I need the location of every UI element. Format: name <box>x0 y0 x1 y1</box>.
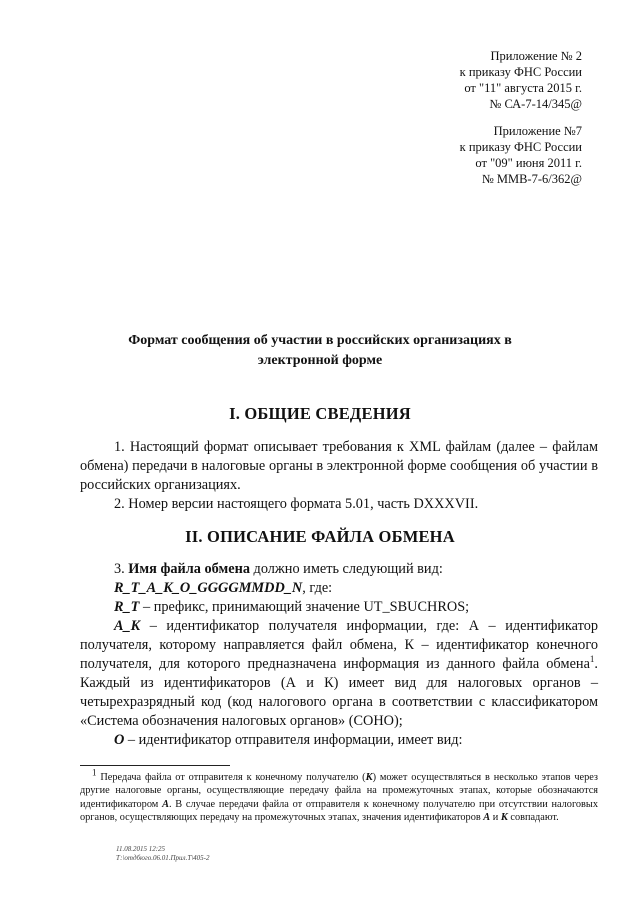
recipient-definition <box>80 617 598 731</box>
prefix-term: R_T <box>114 599 140 615</box>
footnote-a-1: А <box>162 798 169 810</box>
paragraph-3-lead: 3. <box>114 561 129 577</box>
section-2-body <box>80 560 598 750</box>
footnote-part-1: Передача файла от отправителя к конечному получателю ( <box>96 772 366 783</box>
appendix-1-line4: № СА-7-14/345@ <box>489 97 582 111</box>
sender-definition <box>80 731 598 750</box>
footnote-part-4: и <box>490 812 501 824</box>
footnote-part-5: совпадают. <box>507 812 559 824</box>
file-name-template: R_T_A_K_O_GGGGMMDD_N <box>114 580 303 596</box>
section-1-heading: I. ОБЩИЕ СВЕДЕНИЯ <box>229 404 411 423</box>
footnote-text <box>80 767 598 825</box>
footnote-k-2: К <box>500 812 508 824</box>
footnote-part-2: ) может осуществляться в несколько этапов через другие налоговые органы, осуществляющие передачу файла на промежуточных этапах, которые обозначаются идентификатором <box>80 772 598 810</box>
file-stamp <box>116 845 210 863</box>
footnote-part-3: . В случае передачи файла от отправителя к конечному получателю при отсутствии налоговых органов, осуществляющих передачу на промежуточных этапах, значения идентификаторов <box>80 798 598 824</box>
file-name-pattern-rest: , где: <box>302 580 333 596</box>
file-name-pattern <box>80 579 598 598</box>
appendix-1-line2: к приказу ФНС России <box>459 65 582 79</box>
recipient-definition-text: – идентификатор получателя информации, где: А – идентификатор получателя, которому направляется файл обмена, К – идентификатор конечного получателя, для которого предназначена информация из данного файла обмена <box>80 618 598 672</box>
footnote <box>80 767 598 825</box>
document-title-line1: Формат сообщения об участии в российских организациях в <box>128 333 512 348</box>
appendix-header-1 <box>460 48 582 112</box>
paragraph-1: 1. Настоящий формат описывает требования к XML файлам (далее – файлам обмена) передачи в налоговые органы в электронной форме сообщения об участии в российских организациях. <box>80 439 598 493</box>
stamp-date: 11.08.2015 12:25 <box>116 845 166 853</box>
appendix-2-line2: к приказу ФНС России <box>459 140 582 154</box>
paragraph-2: 2. Номер версии настоящего формата 5.01, часть DXXXVII. <box>114 496 479 512</box>
appendix-header-2 <box>460 123 582 187</box>
appendix-2-line3: от "09" июня 2011 г. <box>475 156 582 170</box>
recipient-definition-tail: . Каждый из идентификаторов (А и К) имеет вид для налоговых органов – четырехразрядный код (код налогового органа в соответствии с классификатором «Система обозначения налоговых органов» (СОНО); <box>80 656 598 729</box>
stamp-path: Т:\отдбюго.06.01.Прил.Т\405-2 <box>116 854 210 862</box>
paragraph-3 <box>80 560 598 579</box>
appendix-2-line1: Приложение №7 <box>493 124 582 138</box>
prefix-definition <box>80 598 598 617</box>
recipient-term: A_K <box>114 618 141 634</box>
appendix-2-line4: № ММВ-7-6/362@ <box>481 172 582 186</box>
footnote-marker: 1 <box>92 767 97 778</box>
footnote-k-1: К <box>365 772 373 783</box>
document-title-line2: электронной форме <box>257 353 383 368</box>
document-title <box>100 331 540 371</box>
appendix-1-line1: Приложение № 2 <box>490 49 582 63</box>
section-1-body <box>80 438 598 514</box>
footnote-divider <box>80 765 230 766</box>
file-name-term: Имя файла обмена <box>128 561 250 577</box>
section-2-heading: II. ОПИСАНИЕ ФАЙЛА ОБМЕНА <box>185 527 455 546</box>
footnote-reference[interactable]: 1 <box>589 654 595 665</box>
prefix-definition-text: – префикс, принимающий значение UT_SBUCHROS; <box>139 599 470 615</box>
paragraph-3-rest: должно иметь следующий вид: <box>249 561 443 577</box>
appendix-1-line3: от "11" августа 2015 г. <box>464 81 582 95</box>
footnote-a-2: А <box>483 812 491 824</box>
sender-definition-text: – идентификатор отправителя информации, имеет вид: <box>124 732 463 748</box>
sender-term: O <box>114 732 125 748</box>
